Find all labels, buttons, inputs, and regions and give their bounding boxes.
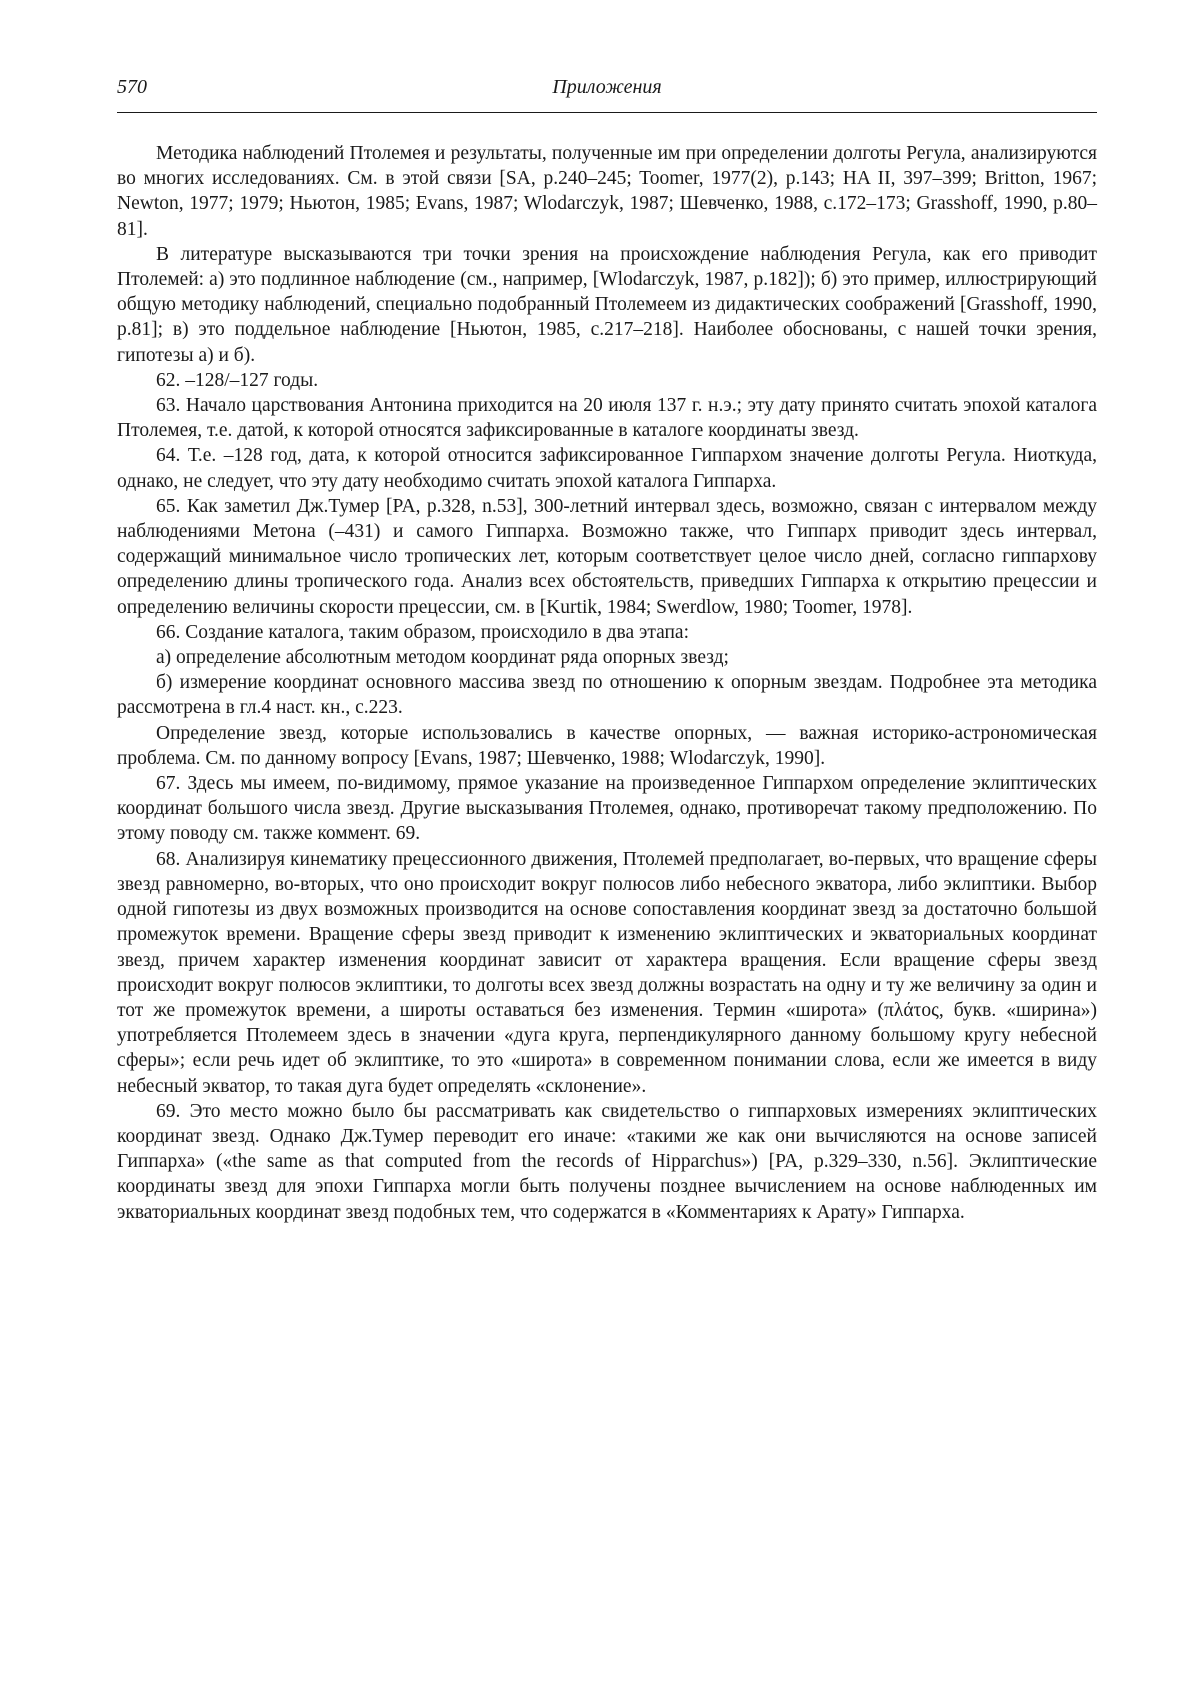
paragraph: 68. Анализируя кинематику прецессионного движения, Птолемей предполагает, во-первых, что вращение сферы звезд равномерно, во-вторых, что оно происходит вокруг полюсов либо небесного экватора, либо эклиптики. Выбор одной гипотезы из двух возможных производится на основе сопоставления координат звезд за достаточно большой промежуток времени. Вращение сферы звезд приводит к изменению эклиптических и экваториальных координат звезд, причем характер изменения координат зависит от характера вращения. Если вращение сферы звезд происходит вокруг полюсов эклиптики, то долготы всех звезд должны возрастать на одну и ту же величину за один и тот же промежуток времени, а широты оставаться без изменения. Термин «широта» (πλάτος, букв. «ширина») употребляется Птолемеем здесь в значении «дуга круга, перпендикулярного данному большому кругу небесной сферы»; если речь идет об эклиптике, то это «широта» в современном понимании слова, если же имеется в виду небесный экватор, то такая дуга будет определять «склонение». [117, 848, 1097, 1097]
paragraph: В литературе высказываются три точки зрения на происхождение наблюдения Регула, как его приводит Птолемей: а) это подлинное наблюдение (см., например, [Wlodarczyk, 1987, p.182]); б) это пример, иллюстрирующий общую методику наблюдений, специально подобранный Птолемеем из дидактических соображений [Grasshoff, 1990, p.81]; в) это поддельное наблюдение [Ньютон, 1985, с.217–218]. Наиболее обоснованы, с нашей точки зрения, гипотезы а) и б). [117, 243, 1097, 366]
paragraph: 66. Создание каталога, таким образом, происходило в два этапа: [156, 621, 690, 643]
paragraph: Методика наблюдений Птолемея и результаты, полученные им при определении долготы Регула, анализируются во многих исследованиях. См. в этой связи [SA, p.240–245; Toomer, 1977(2), p.143; HA II, 397–399; Britton, 1967; Newton, 1977; 1979; Ньютон, 1985; Evans, 1987; Wlodarczyk, 1987; Шевченко, 1988, с.172–173; Grasshoff, 1990, p.80–81]. [117, 143, 1097, 240]
paragraph: а) определение абсолютным методом координат ряда опорных звезд; [156, 647, 729, 669]
running-head [117, 76, 1097, 106]
paragraph: Определение звезд, которые использовались в качестве опорных, — важная историко-астрономическая проблема. См. по данному вопросу [Evans, 1987; Шевченко, 1988; Wlodarczyk, 1990]. [117, 722, 1097, 769]
paragraph: 69. Это место можно было бы рассматривать как свидетельство о гиппарховых измерениях эклиптических координат звезд. Однако Дж.Тумер переводит его иначе: «такими же как они вычисляются на основе записей Гиппарха» («the same as that computed from the records of Hipparchus») [PA, p.329–330, n.56]. Эклиптические координаты звезд для эпохи Гиппарха могли быть получены позднее вычислением на основе наблюденных им экваториальных координат звезд подобных тем, что содержатся в «Комментариях к Арату» Гиппарха. [117, 1100, 1097, 1223]
paragraph: б) измерение координат основного массива звезд по отношению к опорным звездам. Подробнее эта методика рассмотрена в гл.4 наст. кн., с.223. [117, 672, 1097, 719]
section-title: Приложения [552, 76, 662, 98]
paragraph: 64. Т.е. –128 год, дата, к которой относится зафиксированное Гиппархом значение долготы Регула. Ниоткуда, однако, не следует, что эту дату необходимо считать эпохой каталога Гиппарха. [117, 445, 1097, 492]
paragraph: 67. Здесь мы имеем, по-видимому, прямое указание на произведенное Гиппархом определение эклиптических координат большого числа звезд. Другие высказывания Птолемея, однако, противоречат такому предположению. По этому поводу см. также коммент. 69. [117, 773, 1097, 845]
paragraph: 63. Начало царствования Антонина приходится на 20 июля 137 г. н.э.; эту дату принято считать эпохой каталога Птолемея, т.е. датой, к которой относятся зафиксированные в каталоге координаты звезд. [117, 395, 1097, 442]
page-number: 570 [117, 76, 147, 98]
header-rule [117, 112, 1097, 113]
body-text [117, 141, 1097, 1225]
paragraph: 65. Как заметил Дж.Тумер [PA, p.328, n.53], 300-летний интервал здесь, возможно, связан с интервалом между наблюдениями Метона (–431) и самого Гиппарха. Возможно также, что Гиппарх приводит здесь интервал, содержащий минимальное число тропических лет, которым соответствует целое число дней, согласно гиппархову определению длины тропического года. Анализ всех обстоятельств, приведших Гиппарха к открытию прецессии и определению величины скорости прецессии, см. в [Kurtik, 1984; Swerdlow, 1980; Toomer, 1978]. [117, 495, 1097, 618]
paragraph: 62. –128/–127 годы. [156, 369, 319, 391]
